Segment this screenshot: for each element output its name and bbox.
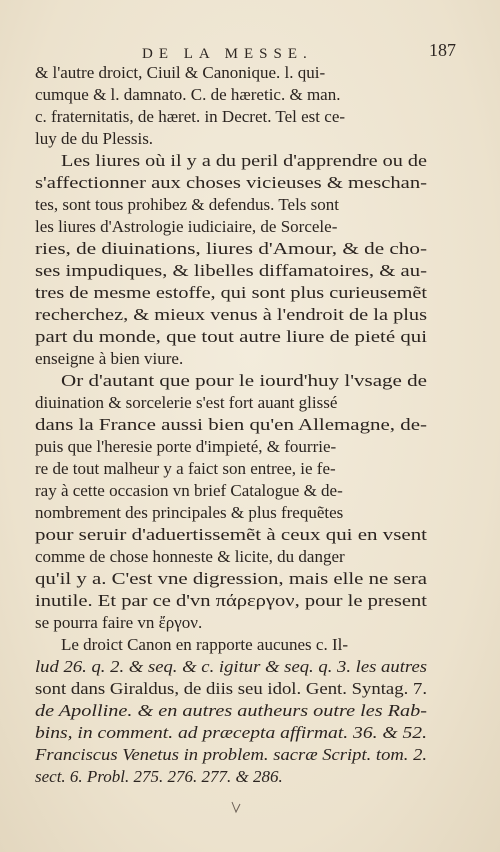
text-line: s'affectionner aux choses vicieuses & meschan- (35, 173, 427, 192)
text-line: lud 26. q. 2. & seq. & c. igitur & seq. q. 3. les autres (35, 657, 427, 676)
text-line: Franciscus Venetus in problem. sacræ Script. tom. 2. (35, 745, 428, 764)
text-line: & l'autre droict, Ciuil & Canonique. l. qui- (35, 63, 326, 82)
text-line: Les liures où il y a du peril d'apprendre ou de (61, 151, 427, 170)
text-line: Le droict Canon en rapporte aucunes c. Il- (61, 635, 348, 654)
text-line: cumque & l. damnato. C. de hæretic. & man. (35, 85, 341, 104)
text-line: re de tout malheur y a faict son entree, ie fe- (35, 459, 336, 478)
text-line: sont dans Giraldus, de diis seu idol. Gent. Syntag. 7. (35, 679, 427, 698)
text-line: inutile. Et par ce d'vn πάρεργον, pour le present (35, 591, 427, 610)
text-line: c. fraternitatis, de hæret. in Decret. Tel est ce- (35, 107, 346, 126)
text-line: nombrement des principales & plus frequẽtes (35, 503, 344, 522)
text-line: Or d'autant que pour le iourd'huy l'vsage de (61, 371, 427, 390)
text-line: ses impudiques, & libelles diffamatoires, & au- (35, 261, 427, 280)
text-line: bins, in comment. ad præcepta affirmat. 36. & 52. (35, 723, 427, 742)
text-line: pour seruir d'aduertissemẽt à ceux qui en vsent (35, 525, 427, 544)
text-line: part du monde, que tout autre liure de pieté qui (35, 327, 427, 346)
text-line: les liures d'Astrologie iudiciaire, de Sorcele- (35, 217, 338, 236)
text-line: puis que l'heresie porte d'impieté, & fourrie- (35, 437, 337, 456)
text-line: ries, de diuinations, liures d'Amour, & de cho- (35, 239, 427, 258)
text-line: enseigne à bien viure. (35, 349, 184, 368)
text-line: qu'il y a. C'est vne digression, mais elle ne sera (35, 569, 427, 588)
catchword-mark (230, 800, 242, 814)
text-line: recherchez, & mieux venus à l'endroit de la plus (35, 305, 427, 324)
text-line: tres de mesme estoffe, qui sont plus curieusemẽt (35, 283, 427, 302)
text-line: tes, sont tous prohibez & defendus. Tels sont (35, 195, 339, 214)
text-line: de Apolline. & en autres autheurs outre les Rab- (35, 701, 427, 720)
text-line: comme de chose honneste & licite, du danger (35, 547, 345, 566)
running-title: DE LA MESSE. (142, 46, 313, 62)
text-line: se pourra faire vn ἔργον. (35, 613, 203, 632)
text-line: luy de du Plessis. (35, 129, 154, 148)
text-line: diuination & sorcelerie s'est fort auant glissé (35, 393, 338, 412)
text-line: sect. 6. Probl. 275. 276. 277. & 286. (35, 767, 283, 786)
text-block (35, 62, 427, 788)
text-line: dans la France aussi bien qu'en Allemagne, de- (35, 415, 427, 434)
text-line: ray à cette occasion vn brief Catalogue & de- (35, 481, 343, 500)
page-number: 187 (429, 40, 456, 60)
